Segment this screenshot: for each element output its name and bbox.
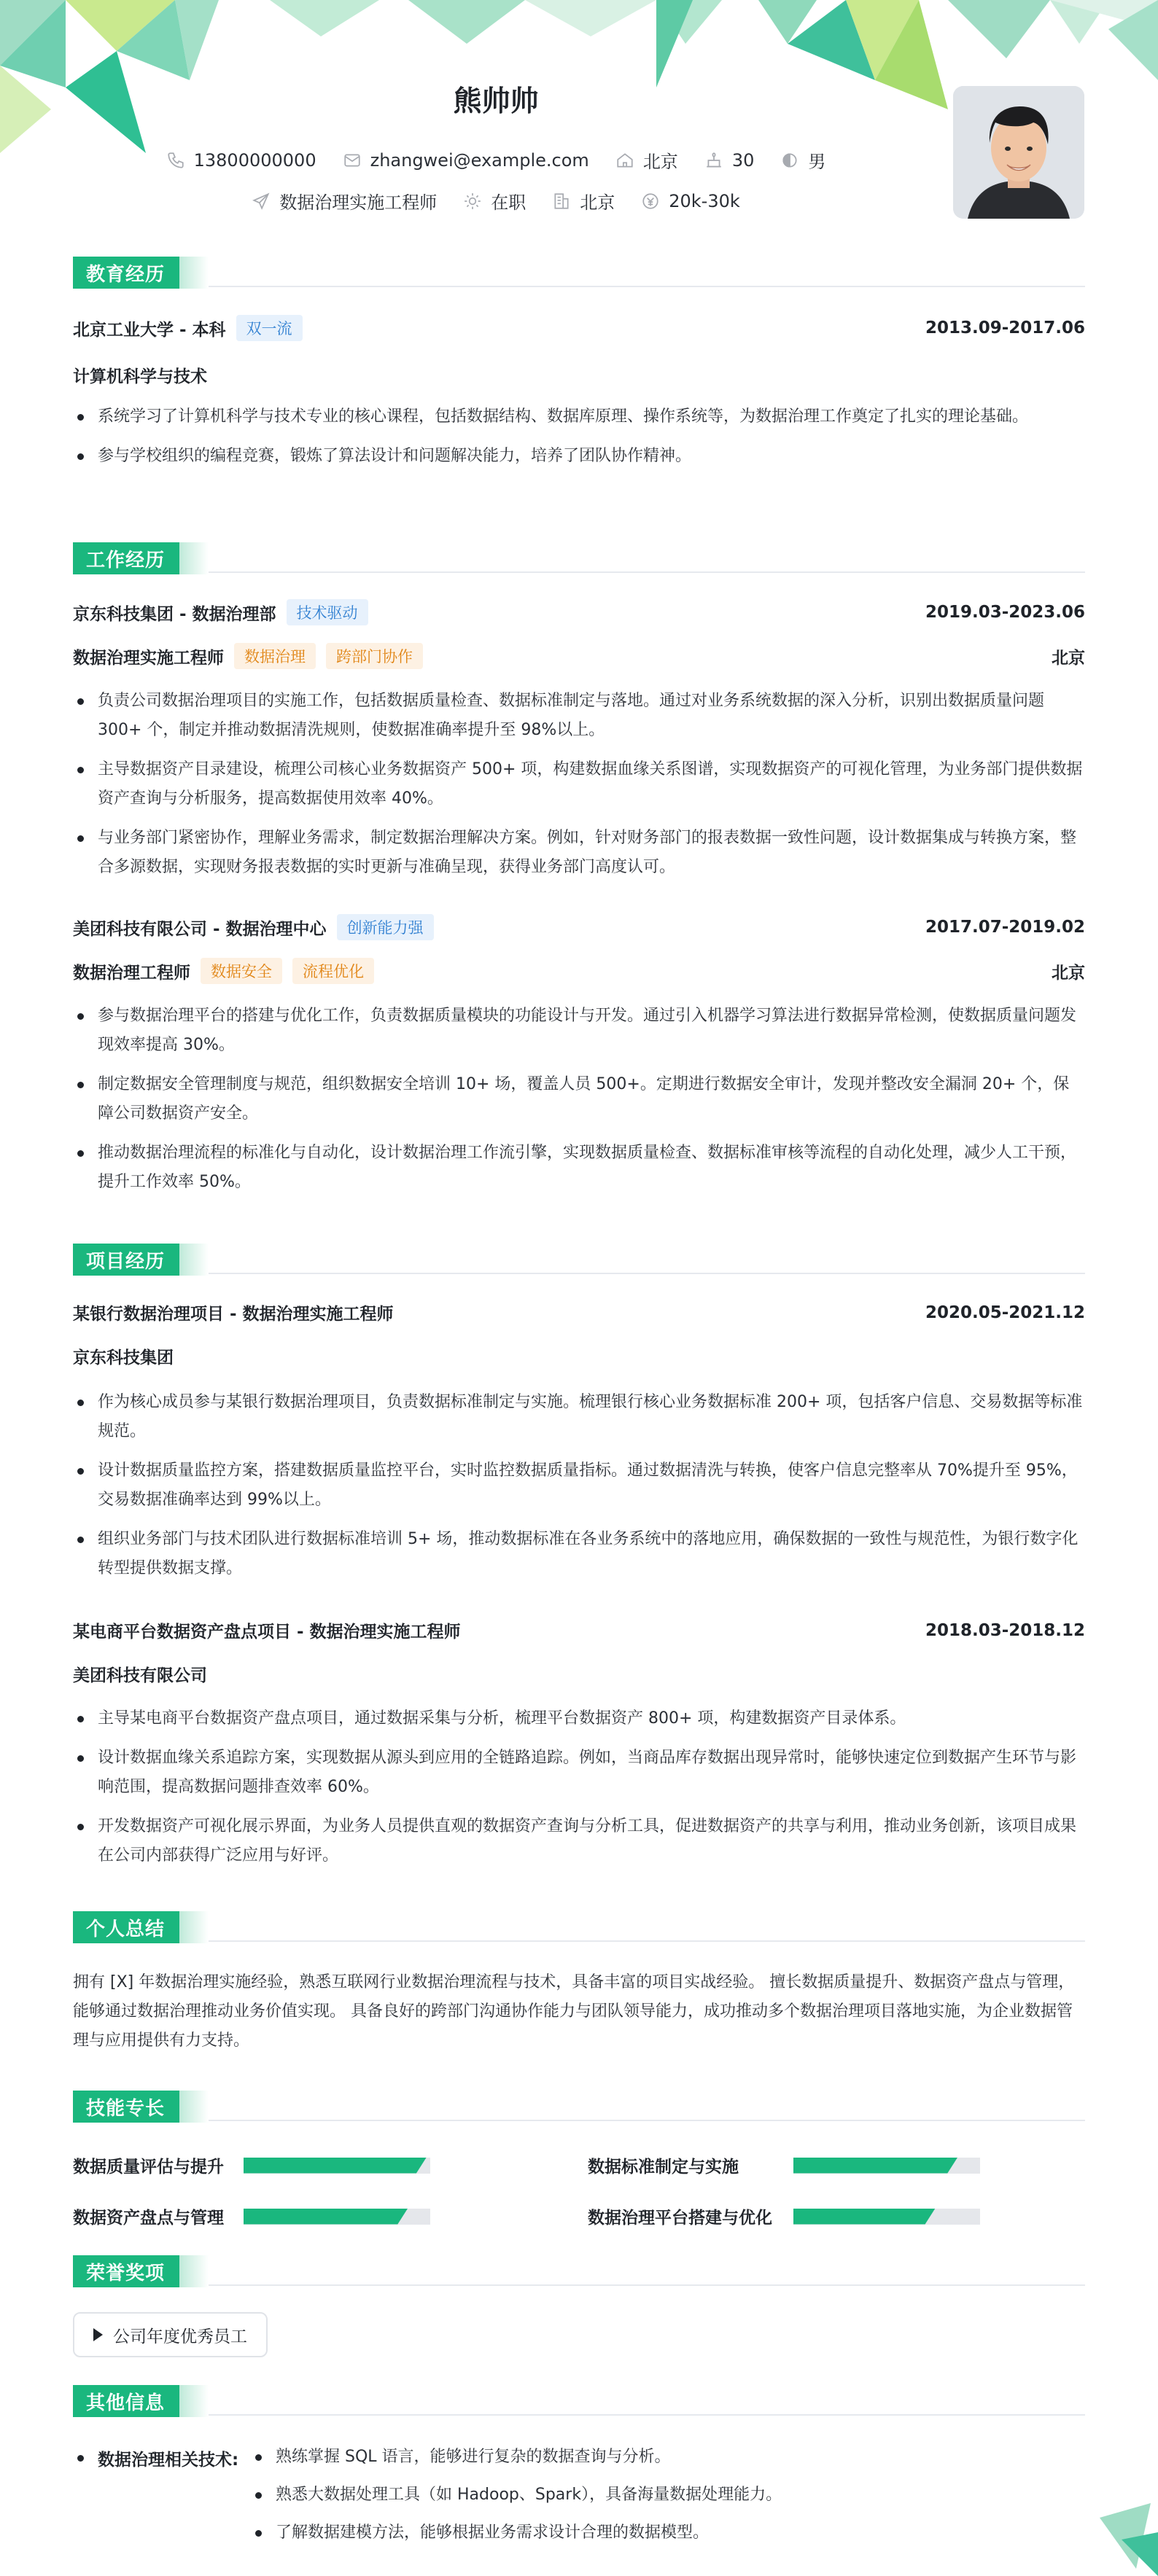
list-item: 开发数据资产可视化展示界面，为业务人员提供直观的数据资产查询与分析工具，促进数据资产的共享与利用，推动业务创新，该项目成果在公司内部获得广泛应用与好评。 bbox=[73, 1812, 1085, 1870]
role-title: 数据治理工程师 bbox=[73, 963, 190, 983]
list-item: 主导某电商平台数据资产盘点项目，通过数据采集与分析，梳理平台数据资产 800+ 项，构建数据资产目录体系。 bbox=[73, 1704, 1085, 1733]
skill-bar bbox=[244, 2158, 430, 2174]
phone-info bbox=[166, 150, 316, 171]
work-city: 北京 bbox=[1052, 963, 1085, 983]
skill-name: 数据标准制定与实施 bbox=[588, 2158, 739, 2177]
project-title: 某电商平台数据资产盘点项目 - 数据治理实施工程师 bbox=[73, 1623, 461, 1642]
skills-section bbox=[73, 2089, 1085, 2123]
role-tag: 数据安全 bbox=[201, 958, 282, 984]
list-item: 作为核心成员参与某银行数据治理项目，负责数据标准制定与实施。梳理银行核心业务数据标准 200+ 项，包括客户信息、交易数据等标准规范。 bbox=[73, 1388, 1085, 1446]
education-section bbox=[73, 255, 1085, 289]
other-items bbox=[251, 2446, 782, 2560]
work-date: 2017.07-2019.02 bbox=[925, 918, 1085, 937]
skill-bar bbox=[793, 2158, 980, 2174]
job-target-info bbox=[252, 188, 437, 214]
status-value: 在职 bbox=[491, 192, 526, 213]
money-icon bbox=[641, 192, 660, 211]
major: 计算机科学与技术 bbox=[73, 367, 207, 386]
contact-info-row bbox=[0, 147, 992, 173]
list-item: 主导数据资产目录建设，梳理公司核心业务数据资产 500+ 项，构建数据血缘关系图谱，实现数据资产的可视化管理，为业务部门提供数据资产查询与分析服务，提高数据使用效率 40%。 bbox=[73, 755, 1085, 813]
section-header bbox=[73, 2254, 1085, 2287]
send-icon bbox=[252, 192, 271, 211]
section-header bbox=[73, 2089, 1085, 2123]
gender-info bbox=[780, 147, 825, 173]
skill-name: 数据资产盘点与管理 bbox=[73, 2209, 224, 2228]
skill-item bbox=[588, 2153, 980, 2177]
list-item: 了解数据建模方法，能够根据业务需求设计合理的数据模型。 bbox=[251, 2522, 782, 2560]
project-title: 某银行数据治理项目 - 数据治理实施工程师 bbox=[73, 1305, 394, 1324]
company-tag: 创新能力强 bbox=[337, 914, 434, 940]
skill-bar-fill bbox=[793, 2158, 957, 2174]
section-header bbox=[73, 1910, 1085, 1943]
project-org: 美团科技有限公司 bbox=[73, 1666, 207, 1685]
list-item: 系统学习了计算机科学与技术专业的核心课程，包括数据结构、数据库原理、操作系统等，为数据治理工作奠定了扎实的理论基础。 bbox=[73, 402, 1085, 432]
work-date: 2019.03-2023.06 bbox=[925, 603, 1085, 622]
skill-bar-fill bbox=[793, 2209, 936, 2225]
skill-bar bbox=[793, 2209, 980, 2225]
work-item-header bbox=[73, 599, 1085, 625]
work-city: 北京 bbox=[1052, 648, 1085, 668]
work-city-value: 北京 bbox=[580, 192, 615, 213]
list-item: 熟练掌握 SQL 语言，能够进行复杂的数据查询与分析。 bbox=[251, 2446, 782, 2484]
education-bullets bbox=[73, 402, 1085, 471]
project-org-row bbox=[73, 1344, 1085, 1368]
company-name: 美团科技有限公司 - 数据治理中心 bbox=[73, 919, 327, 939]
project-section bbox=[73, 1242, 1085, 1276]
project-bullets bbox=[73, 1704, 1085, 1870]
company-name: 京东科技集团 - 数据治理部 bbox=[73, 604, 276, 624]
location-value: 北京 bbox=[642, 152, 678, 172]
list-item: 与业务部门紧密协作，理解业务需求，制定数据治理解决方案。例如，针对财务部门的报表数据一致性问题，设计数据集成与转换方案，整合多源数据，实现财务报表数据的实时更新与准确呈现，获得业务部门高度认可。 bbox=[73, 824, 1085, 882]
list-item: 参与数据治理平台的搭建与优化工作，负责数据质量模块的功能设计与开发。通过引入机器学习算法进行数据异常检测，使数据质量问题发现效率提高 30%。 bbox=[73, 1002, 1085, 1060]
candidate-name: 熊帅帅 bbox=[453, 85, 539, 118]
section-header bbox=[73, 2384, 1085, 2417]
project-org-row bbox=[73, 1662, 1085, 1686]
education-item bbox=[73, 315, 1085, 341]
avatar bbox=[953, 86, 1084, 219]
role-tag: 流程优化 bbox=[292, 958, 374, 984]
phone-icon bbox=[166, 151, 185, 170]
section-header bbox=[73, 1242, 1085, 1276]
section-title-education: 教育经历 bbox=[73, 257, 184, 289]
skill-item bbox=[73, 2204, 430, 2228]
phone-value: 13800000000 bbox=[193, 149, 316, 171]
age-value: 30 bbox=[731, 149, 755, 171]
project-date: 2018.03-2018.12 bbox=[925, 1620, 1085, 1640]
list-item: 参与学校组织的编程竞赛，锻炼了算法设计和问题解决能力，培养了团队协作精神。 bbox=[73, 442, 1085, 471]
salary-info bbox=[641, 191, 740, 211]
section-title-work: 工作经历 bbox=[73, 542, 184, 574]
email-value: zhangwei@example.com bbox=[370, 149, 589, 171]
list-item: 制定数据安全管理制度与规范，组织数据安全培训 10+ 场，覆盖人员 500+。定期进行数据安全审计，发现并整改安全漏洞 20+ 个，保障公司数据资产安全。 bbox=[73, 1070, 1085, 1128]
work-section bbox=[73, 541, 1085, 574]
school-tag: 双一流 bbox=[236, 315, 303, 341]
work-bullets bbox=[73, 1002, 1085, 1197]
salary-value: 20k-30k bbox=[669, 190, 740, 211]
skill-item bbox=[73, 2153, 430, 2177]
skill-bar-fill bbox=[244, 2158, 427, 2174]
list-item: 组织业务部门与技术团队进行数据标准培训 5+ 场，推动数据标准在各业务系统中的落地应用，确保数据的一致性与规范性，为银行数字化转型提供数据支撑。 bbox=[73, 1525, 1085, 1583]
education-date: 2013.09-2017.06 bbox=[925, 319, 1085, 337]
building-icon bbox=[552, 192, 571, 211]
project-bullets bbox=[73, 1388, 1085, 1583]
company-tag: 技术驱动 bbox=[287, 599, 368, 625]
other-section bbox=[73, 2384, 1085, 2417]
age-info bbox=[704, 150, 755, 171]
other-label: 数据治理相关技术: bbox=[73, 2446, 238, 2470]
major-row bbox=[73, 363, 1085, 387]
triangle-right-icon bbox=[93, 2328, 103, 2341]
list-item: 负责公司数据治理项目的实施工作，包括数据质量检查、数据标准制定与落地。通过对业务系统数据的深入分析，识别出数据质量问题 300+ 个，制定并推动数据清洗规则，使数据准确率提升至 98%以上。 bbox=[73, 687, 1085, 745]
job-target-value: 数据治理实施工程师 bbox=[279, 192, 438, 213]
gender-icon bbox=[780, 151, 799, 170]
skill-bar bbox=[244, 2209, 430, 2225]
list-item: 熟悉大数据处理工具（如 Hadoop、Spark），具备海量数据处理能力。 bbox=[251, 2484, 782, 2522]
work-item-header bbox=[73, 914, 1085, 940]
location-info bbox=[615, 147, 678, 173]
home-icon bbox=[615, 151, 634, 170]
project-item-header bbox=[73, 1300, 1085, 1324]
summary-text-block bbox=[73, 1968, 1085, 2056]
section-header bbox=[73, 541, 1085, 574]
mail-icon bbox=[343, 151, 362, 170]
awards-section bbox=[73, 2254, 1085, 2287]
project-date: 2020.05-2021.12 bbox=[925, 1303, 1085, 1322]
work-role-row bbox=[73, 643, 1085, 669]
role-tag: 跨部门协作 bbox=[326, 643, 423, 669]
gender-value: 男 bbox=[808, 152, 826, 172]
section-title-other: 其他信息 bbox=[73, 2385, 184, 2417]
role-title: 数据治理实施工程师 bbox=[73, 648, 224, 668]
job-info-row bbox=[0, 188, 992, 214]
section-title-awards: 荣誉奖项 bbox=[73, 2255, 184, 2287]
award-item bbox=[73, 2312, 268, 2357]
skill-item bbox=[588, 2204, 980, 2228]
project-org: 京东科技集团 bbox=[73, 1349, 174, 1367]
work-city-info bbox=[552, 188, 615, 214]
skill-name: 数据治理平台搭建与优化 bbox=[588, 2209, 772, 2228]
status-info bbox=[463, 188, 526, 214]
school-name: 北京工业大学 - 本科 bbox=[73, 320, 226, 340]
award-label: 公司年度优秀员工 bbox=[113, 2327, 247, 2346]
work-role-row bbox=[73, 958, 1085, 984]
section-title-skills: 技能专长 bbox=[73, 2091, 184, 2123]
sun-icon bbox=[463, 192, 482, 211]
cake-icon bbox=[704, 151, 723, 170]
summary-section bbox=[73, 1910, 1085, 1943]
list-item: 设计数据质量监控方案，搭建数据质量监控平台，实时监控数据质量指标。通过数据清洗与转换，使客户信息完整率从 70%提升至 95%，交易数据准确率达到 99%以上。 bbox=[73, 1456, 1085, 1515]
project-item-header bbox=[73, 1618, 1085, 1642]
email-info bbox=[343, 150, 589, 171]
summary-text: 拥有 [X] 年数据治理实施经验，熟悉互联网行业数据治理流程与技术，具备丰富的项目实战经验。 擅长数据质量提升、数据资产盘点与管理，能够通过数据治理推动业务价值实现。 具备良好的跨部门沟通协作能力与团队领导能力，成功推动多个数据治理项目落地实施，为企业数据管理与应用提供有力支持。 bbox=[73, 1973, 1075, 2050]
list-item: 推动数据治理流程的标准化与自动化，设计数据治理工作流引擎，实现数据质量检查、数据标准审核等流程的自动化处理，减少人工干预，提升工作效率 50%。 bbox=[73, 1139, 1085, 1197]
skill-bar-fill bbox=[244, 2209, 408, 2225]
section-title-summary: 个人总结 bbox=[73, 1911, 184, 1943]
list-item: 设计数据血缘关系追踪方案，实现数据从源头到应用的全链路追踪。例如，当商品库存数据出现异常时，能够快速定位到数据产生环节与影响范围，提高数据问题排查效率 60%。 bbox=[73, 1744, 1085, 1802]
footer-decoration bbox=[1070, 2489, 1158, 2576]
skill-name: 数据质量评估与提升 bbox=[73, 2158, 224, 2177]
section-title-project: 项目经历 bbox=[73, 1244, 184, 1276]
work-bullets bbox=[73, 687, 1085, 882]
role-tag: 数据治理 bbox=[234, 643, 316, 669]
section-header bbox=[73, 255, 1085, 289]
